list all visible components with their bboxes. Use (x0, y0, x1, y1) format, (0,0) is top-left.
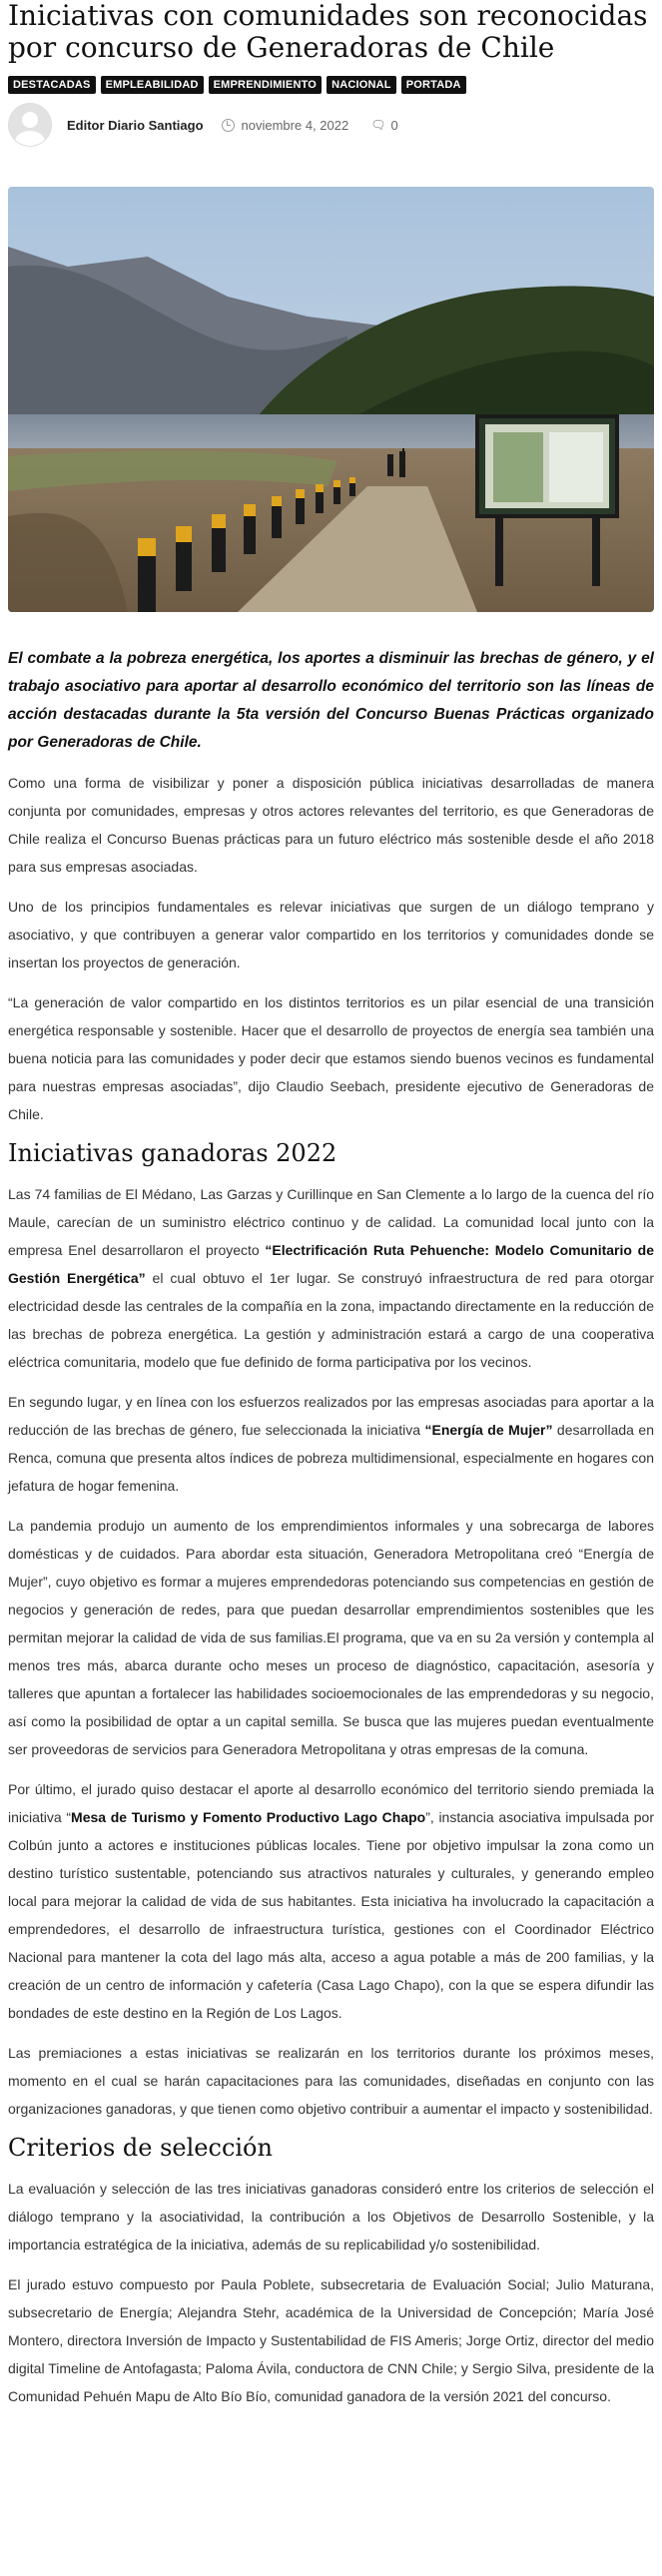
heading-criterios: Criterios de selección (8, 2134, 273, 2162)
tag-emprendimiento[interactable]: EMPRENDIMIENTO (209, 76, 322, 94)
project-name-energia-mujer: “Energía de Mujer” (424, 1422, 553, 1438)
article (8, 0, 654, 2410)
project-name-electrificacion: “Electrificación Ruta Pehuenche: Modelo Comunitario de Gestión Energética” (8, 1242, 654, 1286)
paragraph-9: La evaluación y selección de las tres iniciativas ganadoras consideró entre los criterios de selección el diálogo temprano y la asociatividad, la contribución a los Objetivos de Desarrollo Sostenible, y la importancia estratégica de la iniciativa, además de su replicabilidad y/o sostenibilidad. (8, 2181, 654, 2253)
article-lead: El combate a la pobreza energética, los aportes a disminuir las brechas de género, y el trabajo asociativo para aportar al desarrollo económico del territorio son las líneas de acción destacadas durante la 5ta versión del Concurso Buenas Prácticas organizado por Generadoras de Chile. (8, 650, 654, 751)
paragraph-2: Uno de los principios fundamentales es relevar iniciativas que surgen de un diálogo temprano y asociativo, y que contribuyen a generar valor compartido en los territorios y comunidades donde se insertan los proyectos de generación. (8, 899, 654, 970)
tag-portada[interactable]: PORTADA (401, 76, 466, 94)
paragraph-6: La pandemia produjo un aumento de los emprendimientos informales y una sobrecarga de labores domésticas y de cuidados. Para abordar esta situación, Generadora Metropolitana creó “Energía de Mujer”, cuyo objetivo es formar a mujeres emprendedoras potenciando sus competencias en gestión de negocios y generación de redes, para que puedan desarrollar emprendimientos sostenibles que les permitan mejorar la calidad de vida de sus familias.El programa, que va en su 2a versión y contempla al menos tres más, abarca durante ocho meses un proceso de diagnóstico, capacitación, asesoría y talleres que apuntan a fortalecer las habilidades socioemocionales de las emprendedoras y su negocio, así como la posibilidad de optar a un capital semilla. Se busca que las mujeres puedan eventualmente ser proveedoras de servicios para Generadora Metropolitana y otras empresas de la comuna. (8, 1518, 654, 1757)
paragraph-7-text: Por último, el jurado quiso destacar el aporte al desarrollo económico del territorio siendo premiada la iniciativa “ (8, 1781, 654, 1825)
paragraph-1: Como una forma de visibilizar y poner a disposición pública iniciativas desarrolladas de manera conjunta por comunidades, empresas y otros actores relevantes del territorio, es que Generadoras de Chile realiza el Concurso Buenas prácticas para un futuro eléctrico más sostenible desde el año 2018 para sus empresas asociadas. (8, 775, 654, 875)
paragraph-8: Las premiaciones a estas iniciativas se realizarán en los territorios durante los próximos meses, momento en el cual se harán capacitaciones para las comunidades, diseñadas en conjunto con las organizaciones ganadoras, y que tienen como objetivo contribuir a aumentar el impacto y sostenibilidad. (8, 2045, 654, 2117)
article-title: Iniciativas con comunidades son reconocidas por concurso de Generadoras de Chile (8, 0, 648, 64)
user-avatar-icon[interactable] (8, 103, 52, 147)
paragraph-5-text: En segundo lugar, y en línea con los esfuerzos realizados por las empresas asociadas para aportar a la reducción de las brechas de género, fue seleccionada la iniciativa (8, 1394, 654, 1438)
heading-ganadoras: Iniciativas ganadoras 2022 (8, 1139, 337, 1167)
paragraph-10: El jurado estuvo compuesto por Paula Poblete, subsecretaria de Evaluación Social; Julio Maturana, subsecretario de Energía; Alejandra Stehr, académica de la Universidad de Concepción; María José Montero, directora Inversión de Impacto y Sustentabilidad de FIS Ameris; Jorge Ortiz, director del medio digital Timeline de Antofagasta; Paloma Ávila, conductora de CNN Chile; y Sergio Silva, presidente de la Comunidad Pehuén Mapu de Alto Bío Bío, comunidad ganadora de la versión 2021 del concurso. (8, 2276, 654, 2404)
comment-icon: 🗨 (370, 118, 386, 132)
paragraph-7 (8, 1775, 654, 2027)
paragraph-4 (8, 1180, 654, 1376)
project-name-lago-chapo: Mesa de Turismo y Fomento Productivo Lago Chapo (71, 1809, 426, 1825)
tag-destacadas[interactable]: DESTACADAS (8, 76, 96, 94)
clock-icon (222, 119, 235, 132)
paragraph-4-text: Las 74 familias de El Médano, Las Garzas y Curillinque en San Clemente a lo largo de la cuenca del río Maule, carecían de un suministro eléctrico continuo y de calidad. La comunidad local junto con la empresa Enel desarrollaron el proyecto (8, 1186, 654, 1258)
paragraph-5-text-end: desarrollada en Renca, comuna que presenta altos índices de pobreza multidimensional, especialmente en hogares con jefatura de hogar femenina. (8, 1422, 655, 1494)
tag-nacional[interactable]: NACIONAL (327, 76, 396, 94)
paragraph-4-text-end: el cual obtuvo el 1er lugar. Se construyó infraestructura de red para otorgar electricidad desde las centrales de la compañía en la zona, impactando directamente en la reducción de las brechas de pobreza energética. La gestión y administración estará a cargo de una cooperativa eléctrica comunitaria, modelo que fue definido de forma participativa por los vecinos. (8, 1270, 655, 1370)
tag-list (8, 76, 654, 94)
publish-date[interactable]: noviembre 4, 2022 (241, 117, 349, 133)
paragraph-7-text-end: ”, instancia asociativa impulsada por Colbún junto a actores e instituciones públicas locales. Tiene por objetivo impulsar la zona como un destino turístico sustentable, potenciando sus atractivos naturales y culturales, y generando empleo local para mejorar la calidad de vida de sus habitantes. Esta iniciativa ha involucrado la capacitación a emprendedores, el desarrollo de infraestructura turística, gestiones con el Coordinador Eléctrico Nacional para mantener la cota del lago más alta, acceso a agua potable a más de 200 familias, y la creación de un centro de información y cafetería (Casa Lago Chapo), con la que se espera difundir las bondades de este destino en la Región de Los Lagos. (8, 1809, 655, 2021)
author-link[interactable]: Editor Diario Santiago (67, 117, 204, 133)
featured-image (8, 187, 654, 612)
article-meta (8, 102, 654, 148)
paragraph-5 (8, 1388, 654, 1500)
tag-empleabilidad[interactable]: EMPLEABILIDAD (101, 76, 204, 94)
paragraph-3: “La generación de valor compartido en los distintos territorios es un pilar esencial de una transición energética responsable y sostenible. Hacer que el desarrollo de proyectos de energía sea también una buena noticia para las comunidades y poder decir que estamos siendo buenos vecinos es fundamental para nuestras empresas asociadas”, dijo Claudio Seebach, presidente ejecutivo de Generadoras de Chile. (8, 994, 654, 1122)
comment-count[interactable]: 0 (390, 117, 398, 133)
